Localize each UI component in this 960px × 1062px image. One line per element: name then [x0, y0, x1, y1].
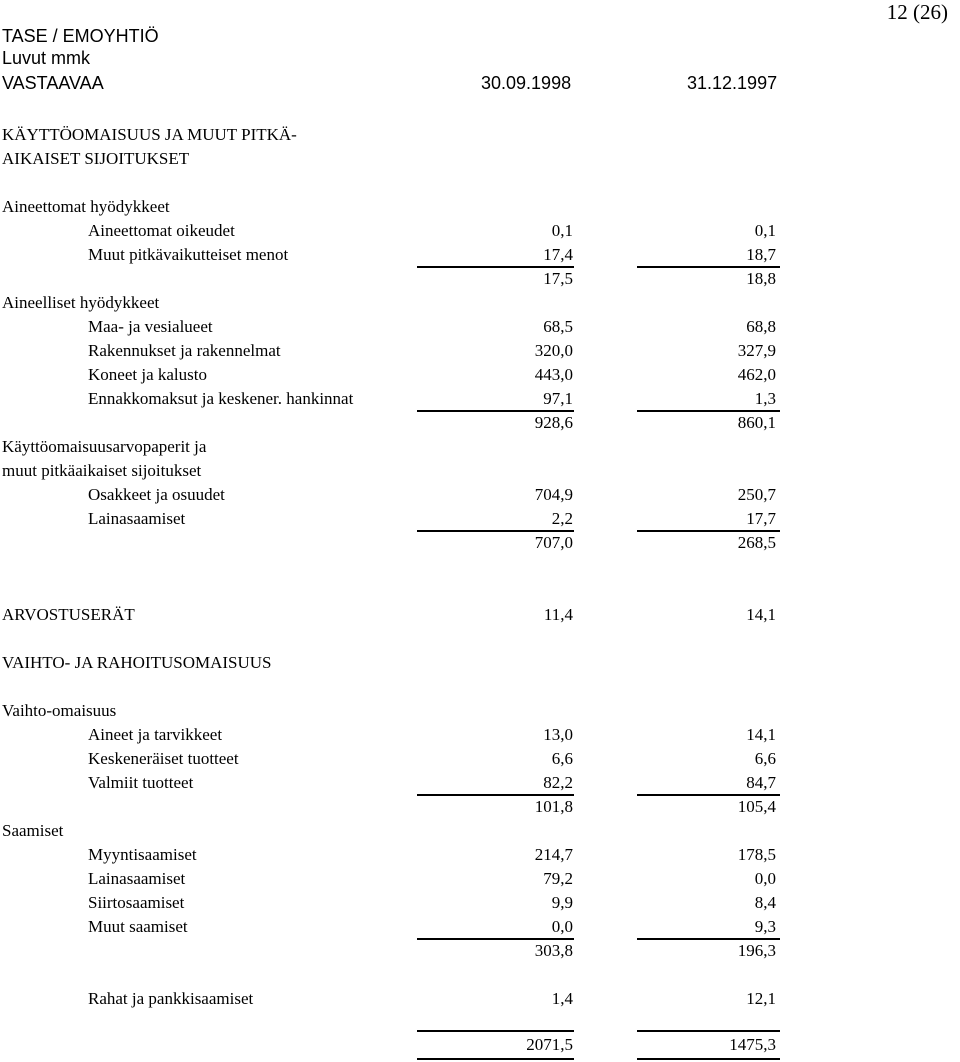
row-label: Koneet ja kalusto [88, 365, 207, 384]
subtotal-rule [637, 794, 780, 796]
row-label: Lainasaamiset [88, 509, 186, 528]
row-label: Aineettomat oikeudet [88, 221, 235, 240]
row-value-1998: 6,6 [551, 749, 573, 768]
group-heading: muut pitkäaikaiset sijoitukset [2, 461, 202, 480]
column-header-1: 30.09.1998 [481, 73, 572, 93]
row-value-1997: 14,1 [746, 605, 776, 624]
row-value-1997: 462,0 [737, 365, 776, 384]
row-value-1998: 0,0 [551, 917, 573, 936]
group-heading: Aineettomat hyödykkeet [2, 197, 170, 216]
side-label: VASTAAVAA [2, 73, 104, 93]
group-heading: Aineelliset hyödykkeet [2, 293, 160, 312]
row-label: Siirtosaamiset [88, 893, 185, 912]
subtotal-value-1998: 101,8 [534, 797, 573, 816]
row-label: Keskeneräiset tuotteet [88, 749, 239, 768]
row-label: Maa- ja vesialueet [88, 317, 213, 336]
row-value-1998: 11,4 [543, 605, 573, 624]
section-heading: VAIHTO- JA RAHOITUSOMAISUUS [2, 653, 272, 672]
section-heading: AIKAISET SIJOITUKSET [2, 149, 190, 168]
row-label: Ennakkomaksut ja keskener. hankinnat [88, 389, 354, 408]
row-label: Osakkeet ja osuudet [88, 485, 225, 504]
subtotal-rule [417, 938, 574, 940]
row-value-1997: 84,7 [746, 773, 776, 792]
row-value-1998: 443,0 [534, 365, 573, 384]
row-label: Myyntisaamiset [88, 845, 197, 864]
row-value-1997: 12,1 [746, 989, 776, 1008]
units-label: Luvut mmk [2, 48, 91, 68]
row-value-1997: 1,3 [754, 389, 776, 408]
subtotal-value-1997: 268,5 [737, 533, 776, 552]
subtotal-value-1997: 860,1 [737, 413, 776, 432]
row-label: Aineet ja tarvikkeet [88, 725, 223, 744]
row-value-1997: 6,6 [754, 749, 776, 768]
row-value-1997: 327,9 [737, 341, 776, 360]
column-header-2: 31.12.1997 [687, 73, 778, 93]
subtotal-value-1998: 707,0 [534, 533, 573, 552]
subtotal-rule [637, 530, 780, 532]
row-value-1998: 13,0 [543, 725, 573, 744]
row-value-1997: 18,7 [746, 245, 776, 264]
row-label: Rakennukset ja rakennelmat [88, 341, 281, 360]
row-value-1997: 17,7 [746, 509, 776, 528]
subtotal-value-1997: 105,4 [737, 797, 776, 816]
grand-total-1998: 2071,5 [526, 1035, 573, 1054]
row-value-1997: 14,1 [746, 725, 776, 744]
row-value-1998: 0,1 [551, 221, 573, 240]
total-rule [637, 1030, 780, 1032]
subtotal-rule [417, 410, 574, 412]
subtotal-rule [637, 410, 780, 412]
row-label: Lainasaamiset [88, 869, 186, 888]
row-label: Rahat ja pankkisaamiset [88, 989, 254, 1008]
row-value-1997: 9,3 [754, 917, 776, 936]
subtotal-value-1997: 196,3 [737, 941, 776, 960]
group-heading: Vaihto-omaisuus [2, 701, 117, 720]
section-heading: KÄYTTÖOMAISUUS JA MUUT PITKÄ- [2, 125, 297, 144]
page-title: TASE / EMOYHTIÖ [2, 26, 159, 46]
total-double-rule [417, 1058, 574, 1060]
subtotal-rule [417, 794, 574, 796]
group-heading: Saamiset [2, 821, 64, 840]
page-number: 12 (26) [886, 0, 948, 24]
subtotal-value-1998: 303,8 [534, 941, 573, 960]
subtotal-rule [417, 530, 574, 532]
row-value-1998: 82,2 [543, 773, 573, 792]
subtotal-value-1998: 17,5 [543, 269, 573, 288]
row-value-1997: 68,8 [746, 317, 776, 336]
row-label: Valmiit tuotteet [88, 773, 194, 792]
row-value-1997: 0,0 [754, 869, 776, 888]
row-value-1998: 9,9 [551, 893, 573, 912]
row-value-1998: 214,7 [534, 845, 573, 864]
row-value-1998: 68,5 [543, 317, 573, 336]
row-value-1997: 0,1 [754, 221, 776, 240]
row-label: Muut pitkävaikutteiset menot [88, 245, 289, 264]
group-heading: Käyttöomaisuusarvopaperit ja [2, 437, 207, 456]
subtotal-value-1997: 18,8 [746, 269, 776, 288]
row-value-1997: 8,4 [754, 893, 776, 912]
row-value-1998: 704,9 [534, 485, 573, 504]
row-value-1998: 320,0 [534, 341, 573, 360]
subtotal-value-1998: 928,6 [534, 413, 573, 432]
total-double-rule [637, 1058, 780, 1060]
row-value-1998: 17,4 [543, 245, 573, 264]
section-heading: ARVOSTUSERÄT [2, 605, 135, 624]
row-label: Muut saamiset [88, 917, 188, 936]
total-rule [417, 1030, 574, 1032]
row-value-1997: 178,5 [737, 845, 776, 864]
row-value-1997: 250,7 [737, 485, 776, 504]
subtotal-rule [417, 266, 574, 268]
subtotal-rule [637, 266, 780, 268]
row-value-1998: 2,2 [551, 509, 573, 528]
grand-total-1997: 1475,3 [729, 1035, 776, 1054]
row-value-1998: 97,1 [543, 389, 573, 408]
subtotal-rule [637, 938, 780, 940]
row-value-1998: 1,4 [551, 989, 573, 1008]
row-value-1998: 79,2 [543, 869, 573, 888]
